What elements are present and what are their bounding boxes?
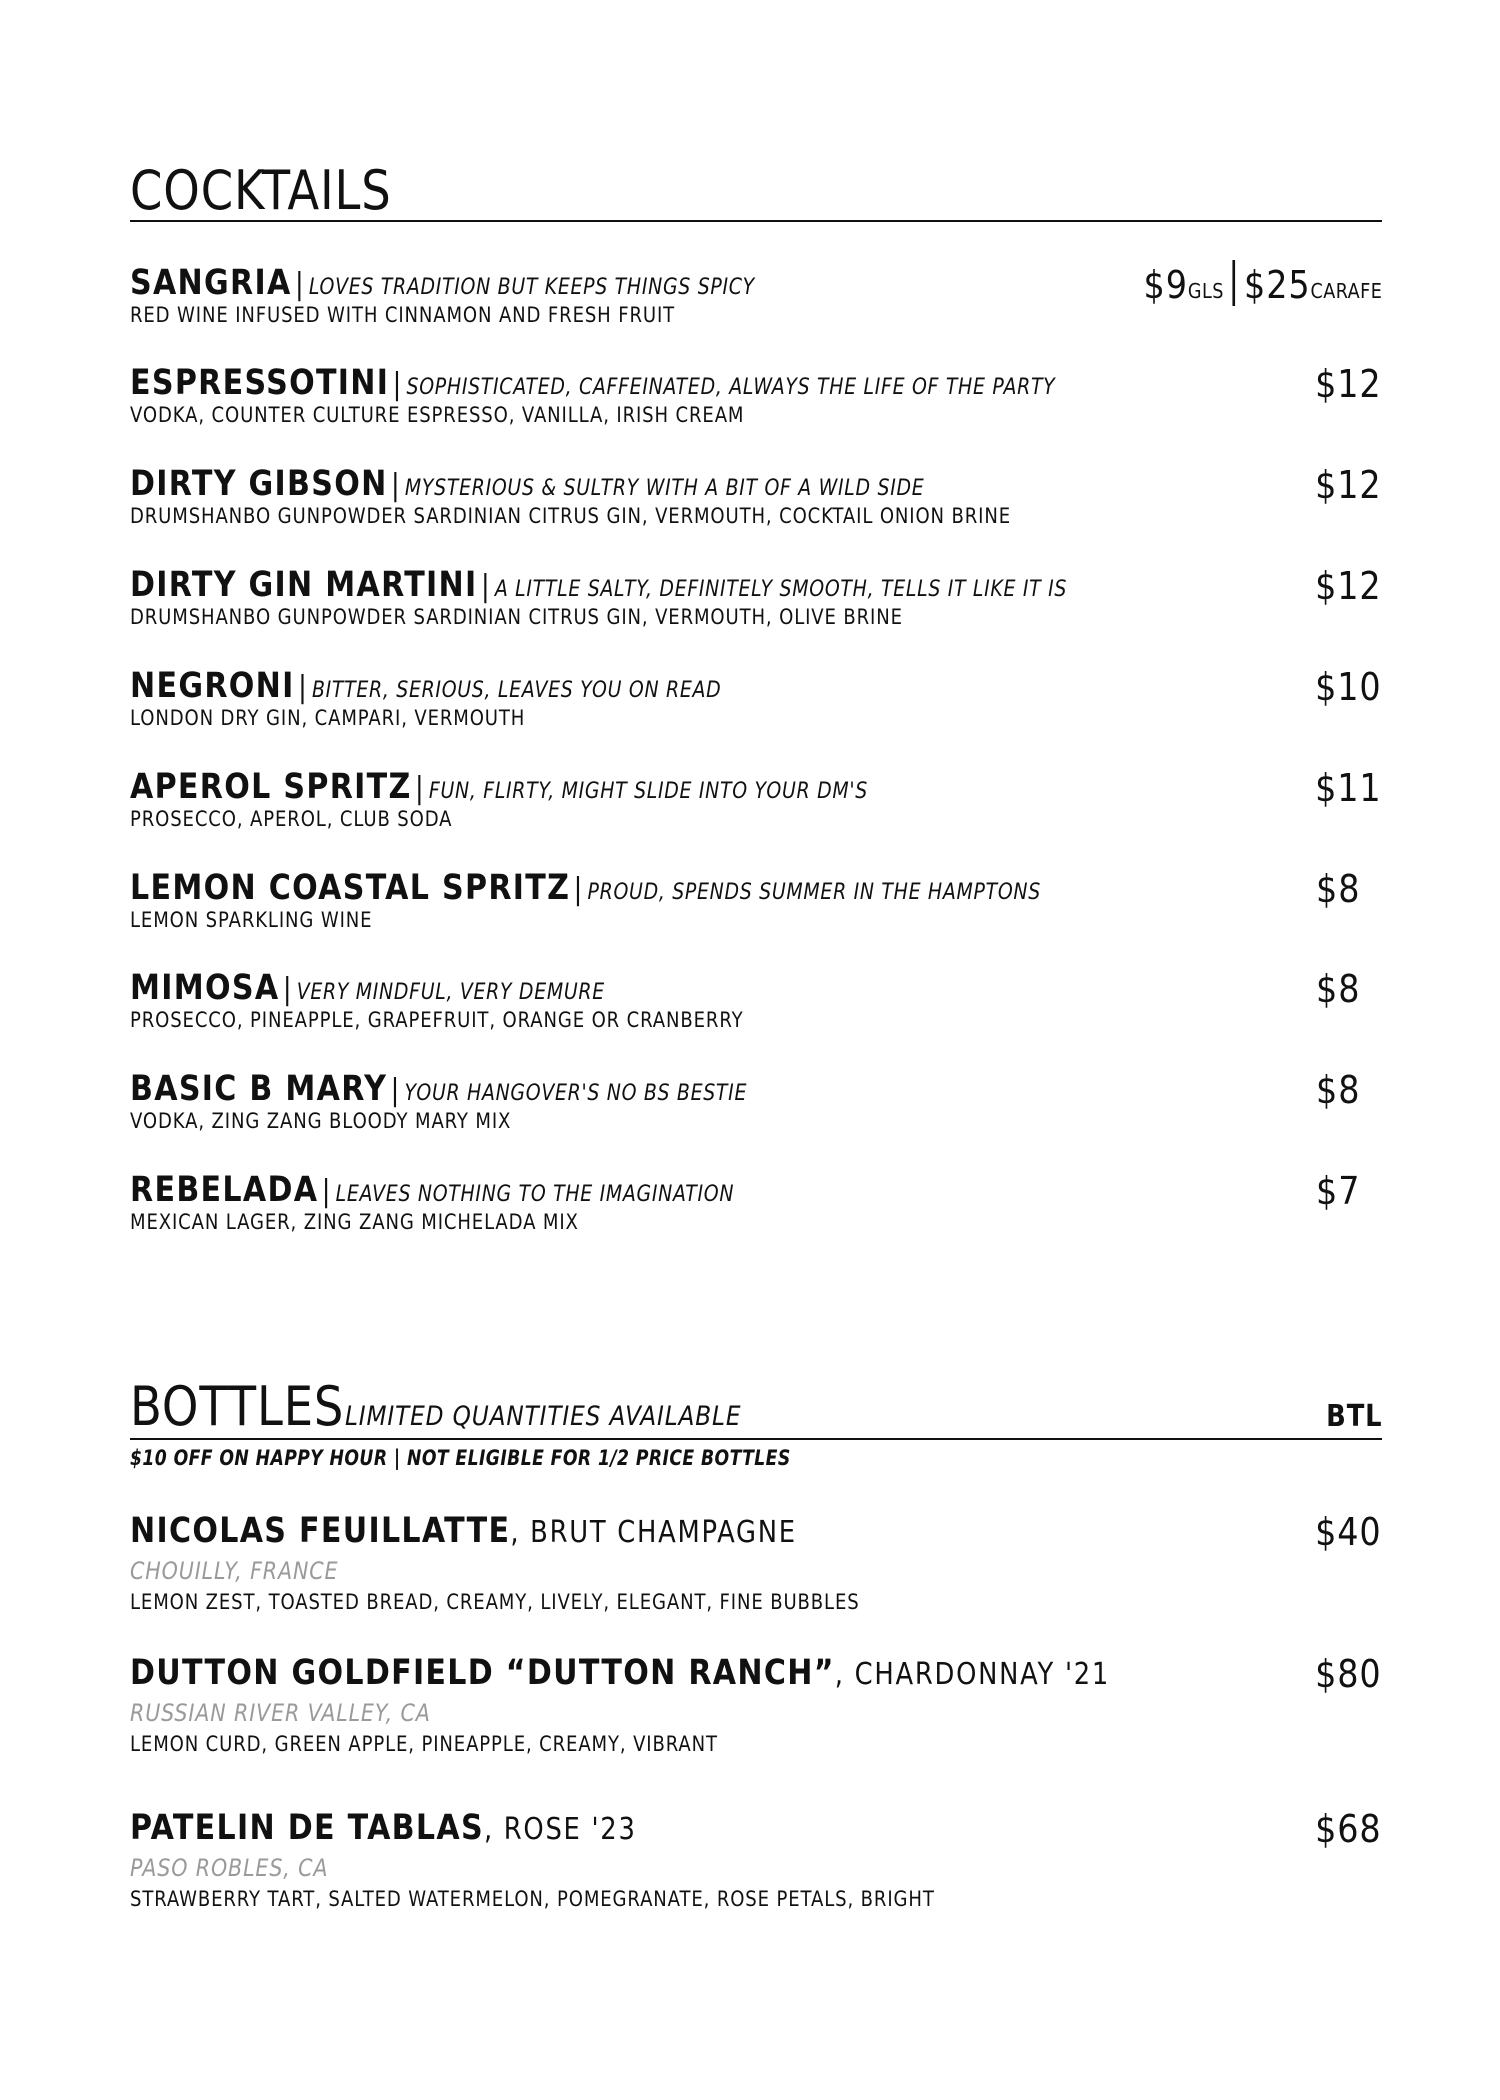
- cocktails-title: COCKTAILS: [130, 159, 392, 222]
- cocktail-tagline: MYSTERIOUS & SULTRY WITH A BIT OF A WILD SIDE: [404, 476, 925, 501]
- cocktail-price: $12: [1315, 362, 1382, 406]
- bottle-varietal: , CHARDONNAY '21: [834, 1657, 1111, 1692]
- cocktail-price: $8: [1315, 1068, 1360, 1112]
- cocktail-name: LEMON COASTAL SPRITZ: [130, 868, 571, 908]
- separator: |: [480, 569, 490, 604]
- separator: |: [573, 872, 583, 907]
- cocktail-item-mimosa: [130, 967, 1382, 1032]
- bottle-name: NICOLAS FEUILLATTE: [130, 1511, 511, 1551]
- cocktail-tagline: SOPHISTICATED, CAFFEINATED, ALWAYS THE LIFE OF THE PARTY: [406, 375, 1056, 400]
- cocktail-name: DIRTY GIN MARTINI: [130, 565, 478, 605]
- cocktail-name: ESPRESSOTINI: [130, 363, 390, 403]
- cocktail-tagline: LOVES TRADITION BUT KEEPS THINGS SPICY: [308, 275, 755, 300]
- cocktail-item-dirty-gin-martini: [130, 564, 1382, 629]
- cocktail-item-espressotini: [130, 362, 1382, 427]
- cocktail-price: $11: [1315, 766, 1382, 810]
- cocktail-item-aperol-spritz: [130, 766, 1382, 831]
- cocktail-price: [1143, 260, 1382, 307]
- cocktail-tagline: FUN, FLIRTY, MIGHT SLIDE INTO YOUR DM'S: [428, 779, 868, 804]
- cocktail-description: MEXICAN LAGER, ZING ZANG MICHELADA MIX: [130, 1210, 579, 1234]
- cocktail-description: RED WINE INFUSED WITH CINNAMON AND FRESH FRUIT: [130, 303, 676, 327]
- cocktail-price: $7: [1315, 1169, 1360, 1213]
- cocktail-price: $8: [1315, 967, 1360, 1011]
- bottles-title: BOTTLES: [130, 1375, 345, 1438]
- separator: |: [321, 1174, 331, 1209]
- cocktails-heading: [130, 160, 1382, 222]
- cocktail-price: $12: [1315, 463, 1382, 507]
- cocktail-description: LONDON DRY GIN, CAMPARI, VERMOUTH: [130, 706, 526, 730]
- separator: |: [415, 771, 424, 806]
- cocktail-name: SANGRIA: [130, 263, 292, 303]
- cocktail-price: $10: [1315, 665, 1382, 709]
- cocktail-name: NEGRONI: [130, 666, 295, 706]
- cocktail-name: BASIC B MARY: [130, 1069, 388, 1109]
- cocktail-item-negroni: [130, 665, 1382, 730]
- bottle-origin: PASO ROBLES, CA: [130, 1854, 329, 1882]
- bottle-item-nicolas-feuillatte: [130, 1510, 1382, 1614]
- bottle-origin: RUSSIAN RIVER VALLEY, CA: [130, 1699, 431, 1727]
- cocktail-tagline: YOUR HANGOVER'S NO BS BESTIE: [404, 1081, 748, 1106]
- bottle-item-patelin-de-tablas: [130, 1807, 1382, 1911]
- separator: |: [391, 468, 400, 503]
- separator: |: [282, 972, 292, 1007]
- separator: |: [298, 670, 307, 705]
- cocktail-item-sangria: [130, 263, 1382, 327]
- bottle-tasting-notes: LEMON CURD, GREEN APPLE, PINEAPPLE, CREAMY, VIBRANT: [130, 1732, 718, 1756]
- cocktail-tagline: LEAVES NOTHING TO THE IMAGINATION: [335, 1182, 735, 1207]
- cocktail-item-lemon-coastal-spritz: [130, 867, 1382, 932]
- cocktail-description: VODKA, ZING ZANG BLOODY MARY MIX: [130, 1109, 512, 1133]
- cocktail-tagline: VERY MINDFUL, VERY DEMURE: [296, 980, 605, 1005]
- cocktail-name: APEROL SPRITZ: [130, 767, 412, 807]
- bottle-item-dutton-goldfield: [130, 1652, 1382, 1756]
- cocktail-description: LEMON SPARKLING WINE: [130, 908, 373, 932]
- bottles-subtitle: LIMITED QUANTITIES AVAILABLE: [345, 1401, 742, 1432]
- bottle-price: $40: [1315, 1510, 1382, 1554]
- cocktail-item-rebelada: [130, 1169, 1382, 1234]
- cocktail-tagline: BITTER, SERIOUS, LEAVES YOU ON READ: [311, 678, 722, 703]
- separator: |: [392, 367, 402, 402]
- cocktail-price: $8: [1315, 867, 1360, 911]
- happy-hour-note: $10 OFF ON HAPPY HOUR | NOT ELIGIBLE FOR 1/2 PRICE BOTTLES: [130, 1446, 791, 1470]
- price-carafe: $25: [1243, 263, 1311, 307]
- bottle-origin: CHOUILLY, FRANCE: [130, 1557, 339, 1585]
- bottle-varietal: , ROSE '23: [483, 1812, 637, 1847]
- cocktail-name: REBELADA: [130, 1170, 319, 1210]
- price-carafe-unit: CARAFE: [1310, 279, 1382, 303]
- cocktail-name: DIRTY GIBSON: [130, 464, 388, 504]
- bottle-name: PATELIN DE TABLAS: [130, 1808, 484, 1848]
- bottle-name: DUTTON GOLDFIELD “DUTTON RANCH”: [130, 1653, 835, 1693]
- price-glass-unit: GLS: [1187, 279, 1224, 303]
- bottle-price: $68: [1315, 1807, 1382, 1851]
- bottle-tasting-notes: LEMON ZEST, TOASTED BREAD, CREAMY, LIVELY, ELEGANT, FINE BUBBLES: [130, 1590, 860, 1614]
- bottle-tasting-notes: STRAWBERRY TART, SALTED WATERMELON, POMEGRANATE, ROSE PETALS, BRIGHT: [130, 1887, 935, 1911]
- bottle-varietal: , BRUT CHAMPAGNE: [510, 1515, 797, 1550]
- separator: |: [295, 267, 304, 302]
- bottle-price-column-label: BTL: [1325, 1399, 1382, 1434]
- cocktail-item-dirty-gibson: [130, 463, 1382, 528]
- price-glass: $9: [1143, 263, 1188, 307]
- cocktail-tagline: PROUD, SPENDS SUMMER IN THE HAMPTONS: [587, 880, 1041, 905]
- cocktail-description: DRUMSHANBO GUNPOWDER SARDINIAN CITRUS GIN, VERMOUTH, OLIVE BRINE: [130, 605, 903, 629]
- separator: |: [390, 1073, 400, 1108]
- price-divider: [1232, 260, 1235, 306]
- cocktail-name: MIMOSA: [130, 968, 280, 1008]
- cocktail-item-basic-b-mary: [130, 1068, 1382, 1133]
- cocktail-description: PROSECCO, APEROL, CLUB SODA: [130, 807, 453, 831]
- cocktail-description: PROSECCO, PINEAPPLE, GRAPEFRUIT, ORANGE OR CRANBERRY: [130, 1008, 744, 1032]
- cocktail-description: DRUMSHANBO GUNPOWDER SARDINIAN CITRUS GIN, VERMOUTH, COCKTAIL ONION BRINE: [130, 504, 1012, 528]
- bottles-heading: [130, 1375, 1382, 1440]
- bottle-price: $80: [1315, 1652, 1382, 1696]
- cocktail-tagline: A LITTLE SALTY, DEFINITELY SMOOTH, TELLS IT LIKE IT IS: [494, 577, 1068, 602]
- cocktail-description: VODKA, COUNTER CULTURE ESPRESSO, VANILLA, IRISH CREAM: [130, 403, 745, 427]
- cocktail-price: $12: [1315, 564, 1382, 608]
